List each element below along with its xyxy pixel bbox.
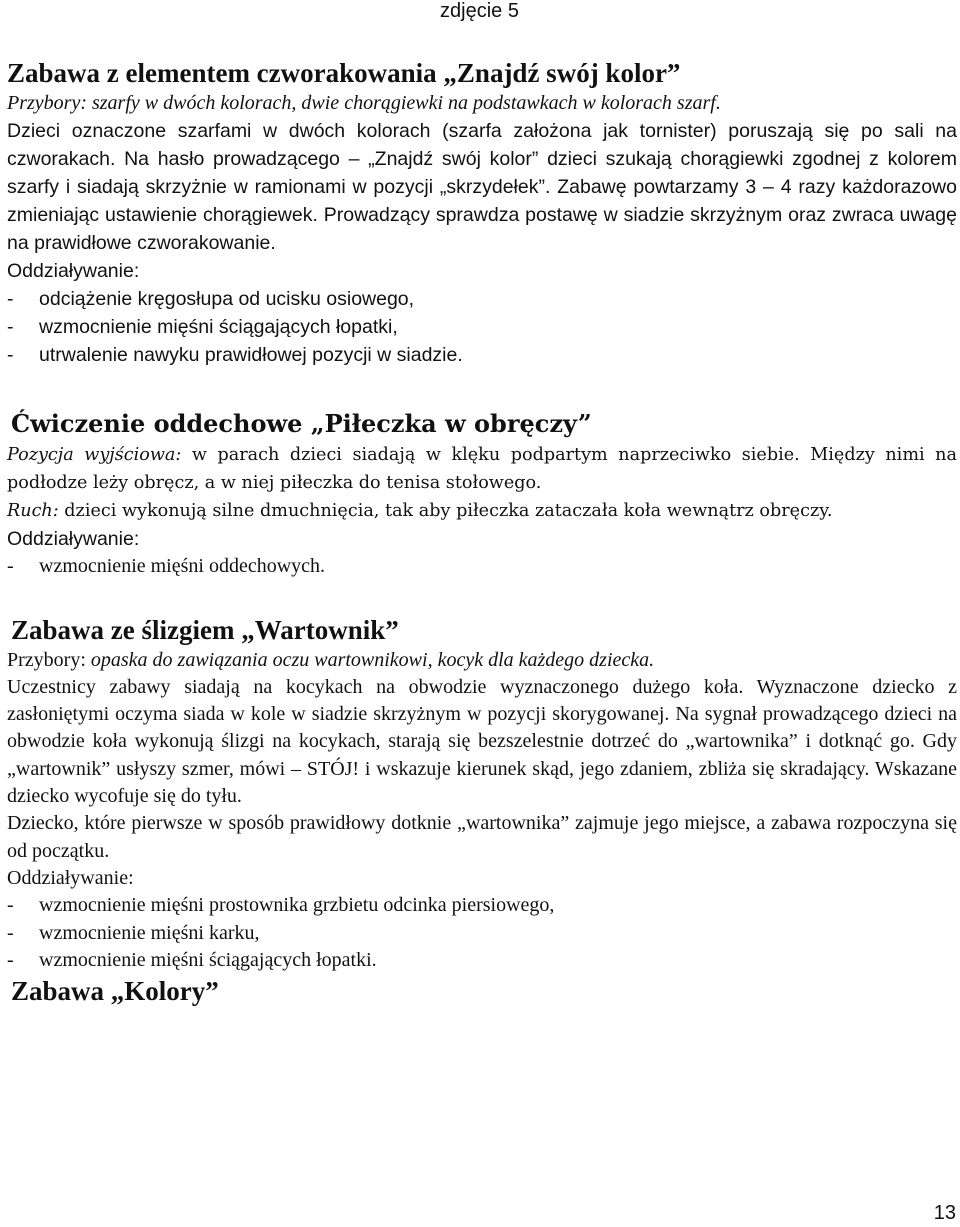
list-item: - odciążenie kręgosłupa od ucisku osiowego, [7,285,957,313]
equipment-line: Przybory: szarfy w dwóch kolorach, dwie chorągiewki na podstawkach w kolorach szarf. [7,92,721,114]
list-item: - wzmocnienie mięśni oddechowych. [7,553,957,580]
list-item: - wzmocnienie mięśni karku, [7,920,957,947]
section-kolory [7,974,957,1008]
movement-paragraph [7,497,957,525]
equipment-paragraph [7,647,957,674]
section-title: Zabawa z elementem czworakowania „Znajdź swój kolor” [7,58,681,88]
section-body: Dzieci oznaczone szarfami w dwóch kolorach (szarfa założona jak tornister) poruszają się po sali na czworakach. Na hasło prowadzącego – „Znajdź swój kolor” dzieci szukają chorągiewki zgodnej z kolorem szarfy i siadają skrzyżnie w ramionami w pozycji „skrzydełek”. Zabawę powtarzamy 3 – 4 razy każdorazowo zmieniając ustawienie chorągiewek. Prowadzący sprawdza postawę w siadzie skrzyżnym oraz zwraca uwagę na prawidłowe czworakowanie. [7,120,957,255]
position-text: w parach dzieci siadają w klęku podpartym naprzeciwko siebie. Między nimi na podłodze leży obręcz, a w niej piłeczka do tenisa stołowego. [7,445,957,494]
section-title: Zabawa ze ślizgiem „Wartownik” [11,614,399,645]
position-paragraph [7,441,957,497]
photo-caption: zdjęcie 5 [440,0,519,22]
list-item: - wzmocnienie mięśni ściągających łopatki. [7,947,957,974]
effects-list [7,892,957,974]
movement-text: dzieci wykonują silne dmuchnięcia, tak aby piłeczka zataczała koła wewnątrz obręczy. [64,501,833,522]
section-wartownik [7,613,957,975]
equipment-text: opaska do zawiązania oczu wartownikowi, kocyk dla każdego dziecka. [90,648,655,671]
section-body-continued: Dziecko, które pierwsze w sposób prawidłowy dotknie „wartownika” zajmuje jego miejsce, a zabawa rozpoczyna się od początku. [7,812,957,862]
section-title: Ćwiczenie oddechowe „Piłeczka w obręczy” [11,409,592,439]
list-item: - utrwalenie nawyku prawidłowej pozycji w siadzie. [7,341,957,369]
effects-label: Oddziaływanie: [7,260,140,283]
page-number: 13 [933,1202,956,1224]
list-item: - wzmocnienie mięśni ściągających łopatki, [7,313,957,341]
equipment-label: Przybory: [7,648,86,671]
effects-list [7,553,957,580]
document-content [7,56,957,1008]
effects-list [7,285,957,369]
effects-label: Oddziaływanie: [7,866,134,889]
section-znajdz-swoj-kolor [7,56,957,369]
section-pileczka-w-obreczy [7,407,957,580]
list-item: - wzmocnienie mięśni prostownika grzbietu odcinka piersiowego, [7,892,957,919]
section-body: Uczestnicy zabawy siadają na kocykach na obwodzie wyznaczonego dużego koła. Wyznaczone dziecko z zasłoniętymi oczyma siada w kole w siadzie skrzyżnym w pozycji skorygowanej. Na sygnał prowadzącego dzieci na obwodzie koła wykonują ślizgi na kocykach, starają się bezszelestnie dotrzeć do „wartownika” i dotknąć go. Gdy „wartownik” usłyszy szmer, mówi – STÓJ! i wskazuje kierunek skąd, jego zdaniem, zbliża się skradający. Wskazane dziecko wycofuje się do tyłu. [7,675,957,808]
effects-label: Oddziaływanie: [7,528,140,551]
movement-label: Ruch: [7,501,59,522]
position-label: Pozycja wyjściowa: [7,445,182,466]
section-title: Zabawa „Kolory” [11,976,219,1007]
